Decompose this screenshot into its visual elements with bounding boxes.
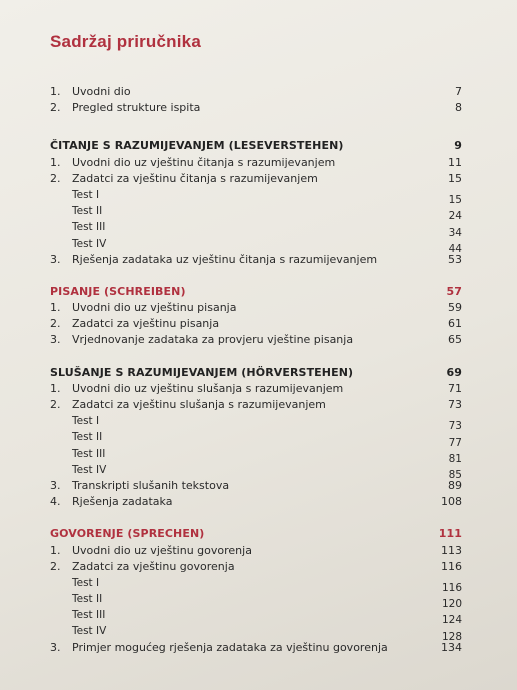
item-number: 1. <box>50 301 61 315</box>
toc-section-writing <box>50 284 462 349</box>
toc-row-left <box>50 607 105 623</box>
toc-row-left <box>50 300 236 316</box>
toc-section-intro <box>50 84 462 116</box>
page-number: 71 <box>448 381 462 395</box>
item-number <box>50 591 72 607</box>
item-number: 2. <box>50 559 61 573</box>
item-label: Test II <box>72 593 103 606</box>
page-number: 77 <box>448 436 462 449</box>
section-heading-row-left <box>50 526 204 542</box>
toc-row <box>50 494 462 510</box>
item-label: Test IV <box>72 625 107 638</box>
item-label: Test II <box>72 431 103 444</box>
item-number: 3. <box>50 478 61 492</box>
table-of-contents <box>50 84 462 672</box>
page-number: 7 <box>455 85 462 98</box>
item-number: 4. <box>50 495 61 509</box>
toc-row <box>50 623 462 643</box>
toc-row <box>50 171 462 187</box>
page-number: 15 <box>448 171 462 185</box>
item-label: Test IV <box>72 463 107 476</box>
item-label: Test I <box>72 576 100 589</box>
item-label: Pregled strukture ispita <box>72 101 201 115</box>
item-number <box>50 236 72 252</box>
toc-row <box>50 413 462 433</box>
toc-row <box>50 446 462 465</box>
section-heading: ČITANJE S RAZUMIJEVANJEM (LESEVERSTEHEN) <box>50 139 344 153</box>
page-number: 24 <box>448 210 462 223</box>
item-number: 3. <box>50 252 61 266</box>
section-heading-row <box>50 284 462 300</box>
section-heading: GOVORENJE (SPRECHEN) <box>50 527 205 541</box>
page-number: 65 <box>448 333 462 347</box>
toc-row-left <box>50 478 229 494</box>
toc-row-left <box>50 640 388 656</box>
page-number: 44 <box>448 242 462 255</box>
item-label: Transkripti slušanih tekstova <box>72 478 230 492</box>
toc-row-left <box>50 252 377 268</box>
page-number: 9 <box>454 139 462 153</box>
section-heading-row-left <box>50 138 344 154</box>
page-number: 128 <box>441 630 462 643</box>
toc-row-left <box>50 203 102 219</box>
page-number: 15 <box>448 194 462 207</box>
section-heading: SLUŠANJE S RAZUMIJEVANJEM (HÖRVERSTEHEN) <box>50 365 354 379</box>
toc-row <box>50 397 462 413</box>
toc-row <box>50 575 462 595</box>
page-number: 89 <box>448 478 462 492</box>
toc-row <box>50 591 462 611</box>
item-number <box>50 429 72 445</box>
item-number: 3. <box>50 333 61 347</box>
item-number <box>50 187 72 203</box>
page-title: Sadržaj priručnika <box>50 32 201 51</box>
item-number: 2. <box>50 101 61 115</box>
toc-row <box>50 640 462 656</box>
item-label: Uvodni dio uz vještinu pisanja <box>72 301 237 315</box>
toc-row <box>50 203 462 223</box>
toc-row <box>50 100 462 116</box>
item-label: Zadatci za vještinu čitanja s razumijevanjem <box>72 171 318 185</box>
toc-row-left <box>50 219 105 235</box>
page-number: 34 <box>448 226 462 239</box>
toc-row-left <box>50 100 200 116</box>
item-label: Zadatci za vještinu govorenja <box>72 559 235 573</box>
item-label: Rješenja zadataka <box>72 495 173 509</box>
toc-row-left <box>50 332 353 348</box>
item-label: Vrjednovanje zadataka za provjeru vještine pisanja <box>72 333 354 347</box>
page-number: 53 <box>448 252 462 266</box>
item-label: Uvodni dio uz vještinu čitanja s razumijevanjem <box>72 155 336 169</box>
item-label: Test III <box>72 447 106 460</box>
toc-row <box>50 607 462 627</box>
page-number: 111 <box>438 527 462 541</box>
page-number: 61 <box>448 317 462 331</box>
page-number: 69 <box>446 365 462 379</box>
toc-row <box>50 219 462 239</box>
item-label: Test III <box>72 609 106 622</box>
page-number: 85 <box>448 468 462 481</box>
toc-row-left <box>50 462 106 478</box>
item-label: Test I <box>72 188 100 201</box>
toc-row-left <box>50 591 102 607</box>
toc-row-left <box>50 543 252 559</box>
toc-row-left <box>50 575 99 591</box>
toc-row-left <box>50 413 99 429</box>
item-label: Test IV <box>72 237 107 250</box>
toc-section-reading <box>50 138 462 268</box>
item-number <box>50 203 72 219</box>
item-number <box>50 219 72 235</box>
toc-row <box>50 543 462 559</box>
toc-row-left <box>50 236 106 252</box>
section-heading-row-left <box>50 284 186 300</box>
page-number: 134 <box>441 640 462 654</box>
section-heading-row <box>50 365 462 381</box>
toc-row-left <box>50 84 131 100</box>
toc-row <box>50 84 462 100</box>
item-label: Uvodni dio uz vještinu slušanja s razumijevanjem <box>72 381 344 395</box>
item-label: Test III <box>72 221 106 234</box>
item-label: Test II <box>72 205 103 218</box>
item-number: 2. <box>50 317 61 331</box>
toc-row <box>50 559 462 575</box>
toc-row <box>50 316 462 332</box>
page-number: 108 <box>441 495 462 509</box>
toc-row-left <box>50 429 102 445</box>
toc-row <box>50 332 462 348</box>
toc-row-left <box>50 559 235 575</box>
toc-row <box>50 429 462 449</box>
item-label: Rješenja zadataka uz vještinu čitanja s razumijevanjem <box>72 252 378 266</box>
page-number: 57 <box>446 284 462 298</box>
toc-row-left <box>50 494 172 510</box>
toc-row-left <box>50 171 318 187</box>
item-number <box>50 446 72 462</box>
item-label: Uvodni dio <box>72 85 131 98</box>
toc-row-left <box>50 187 99 203</box>
section-heading-row-left <box>50 365 353 381</box>
page-number: 116 <box>441 582 462 595</box>
toc-row-left <box>50 397 326 413</box>
page-number: 11 <box>448 155 462 169</box>
item-number: 2. <box>50 171 61 185</box>
page-number: 113 <box>441 543 462 557</box>
section-heading-row <box>50 526 462 542</box>
page-number: 116 <box>441 559 462 573</box>
section-heading-row <box>50 138 462 154</box>
toc-row-left <box>50 381 343 397</box>
item-number: 1. <box>50 543 61 557</box>
item-number <box>50 623 72 639</box>
item-number: 1. <box>50 381 61 395</box>
item-number: 2. <box>50 398 61 411</box>
item-number <box>50 575 72 591</box>
item-number <box>50 462 72 478</box>
page-number: 59 <box>448 301 462 315</box>
item-number: 1. <box>50 155 61 169</box>
page-number: 8 <box>455 101 462 115</box>
page-number: 73 <box>448 398 462 411</box>
toc-row <box>50 478 462 494</box>
item-number: 1. <box>50 85 61 98</box>
toc-row <box>50 381 462 397</box>
item-label: Uvodni dio uz vještinu govorenja <box>72 543 252 557</box>
toc-row <box>50 252 462 268</box>
toc-section-speaking <box>50 526 462 656</box>
section-heading: PISANJE (SCHREIBEN) <box>50 284 186 298</box>
item-number <box>50 413 72 429</box>
item-number <box>50 607 72 623</box>
toc-row <box>50 155 462 171</box>
toc-row <box>50 236 462 255</box>
item-label: Test I <box>72 415 100 428</box>
toc-row-left <box>50 155 335 171</box>
item-label: Zadatci za vještinu pisanja <box>72 317 220 331</box>
page-number: 81 <box>448 452 462 465</box>
page-number: 124 <box>441 614 462 627</box>
toc-row-left <box>50 623 106 639</box>
toc-row-left <box>50 316 219 332</box>
item-label: Zadatci za vještinu slušanja s razumijevanjem <box>72 398 326 411</box>
toc-row <box>50 462 462 481</box>
item-number: 3. <box>50 640 61 654</box>
toc-row-left <box>50 446 105 462</box>
toc-row <box>50 300 462 316</box>
page-number: 73 <box>448 420 462 433</box>
item-label: Primjer mogućeg rješenja zadataka za vještinu govorenja <box>72 640 388 654</box>
page-number: 120 <box>441 598 462 611</box>
toc-row <box>50 187 462 207</box>
toc-section-listening <box>50 365 462 511</box>
